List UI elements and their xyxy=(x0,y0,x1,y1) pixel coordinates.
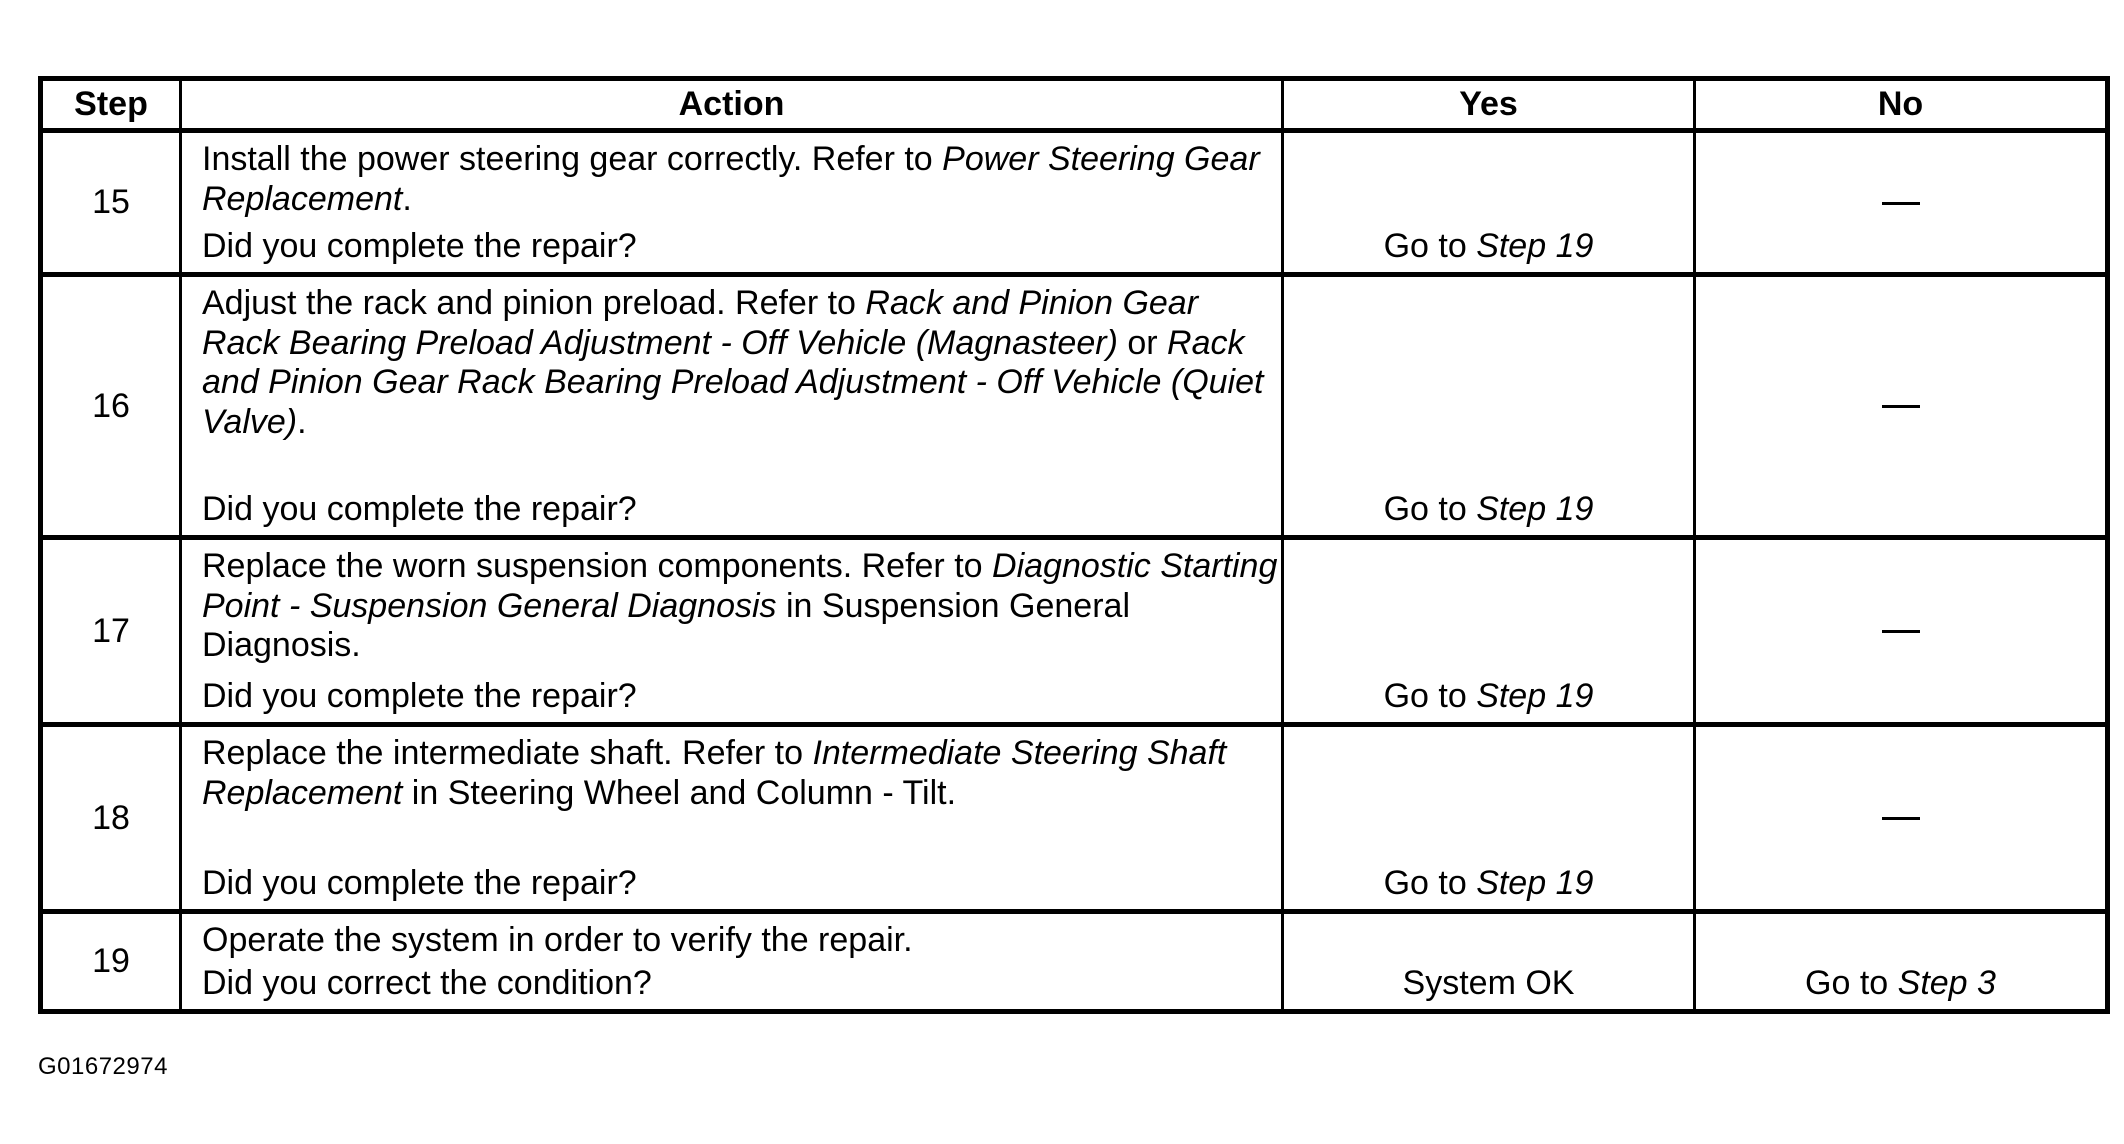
action-text-run: Adjust the rack and pinion preload. Refer to xyxy=(202,284,866,322)
no-dash xyxy=(1882,817,1920,820)
no-cell xyxy=(1695,275,2108,538)
yes-step-ref: Step 19 xyxy=(1476,490,1594,528)
question-text: Did you complete the repair? xyxy=(202,227,637,265)
yes-cell xyxy=(1283,538,1695,725)
yes-prefix: System OK xyxy=(1402,964,1575,1002)
header-yes: Yes xyxy=(1283,79,1695,131)
table-row xyxy=(41,275,2108,538)
no-cell xyxy=(1695,538,2108,725)
no-dash xyxy=(1882,202,1920,205)
step-number: 19 xyxy=(41,912,181,1012)
yes-cell xyxy=(1283,131,1695,275)
yes-result xyxy=(1284,226,1693,266)
yes-prefix: Go to xyxy=(1383,864,1477,902)
header-action: Action xyxy=(181,79,1283,131)
header-step: Step xyxy=(41,79,181,131)
no-dash xyxy=(1882,405,1920,408)
diagnostic-table xyxy=(38,76,2110,1014)
action-cell xyxy=(181,275,1283,538)
yes-prefix: Go to xyxy=(1383,677,1477,715)
action-cell xyxy=(181,131,1283,275)
question-text: Did you complete the repair? xyxy=(202,677,637,715)
yes-cell xyxy=(1283,912,1695,1012)
action-cell xyxy=(181,912,1283,1012)
yes-result xyxy=(1284,489,1693,529)
action-text-run: Operate the system in order to verify the repair. xyxy=(202,921,913,959)
table-row xyxy=(41,725,2108,912)
no-step-ref: Step 3 xyxy=(1897,964,1996,1002)
action-text-run: Install the power steering gear correctly. Refer to xyxy=(202,140,943,178)
yes-step-ref: Step 19 xyxy=(1476,227,1594,265)
yes-result xyxy=(1284,676,1693,716)
action-text-run: Replace the worn suspension components. Refer to xyxy=(202,547,993,585)
step-number: 18 xyxy=(41,725,181,912)
step-number: 17 xyxy=(41,538,181,725)
no-cell xyxy=(1695,725,2108,912)
step-number: 16 xyxy=(41,275,181,538)
question-text: Did you correct the condition? xyxy=(202,964,652,1002)
action-text-run: Replace the intermediate shaft. Refer to xyxy=(202,734,813,772)
action-text-run: . xyxy=(297,402,307,441)
action-reference: Power Steering Gear Replacement xyxy=(202,140,1260,218)
action-cell xyxy=(181,538,1283,725)
table-row xyxy=(41,912,2108,1012)
header-row xyxy=(41,79,2108,131)
no-cell xyxy=(1695,131,2108,275)
action-reference: Diagnostic Starting Point - Suspension General Diagnosis xyxy=(202,547,1278,625)
yes-prefix: Go to xyxy=(1383,227,1477,265)
step-number: 15 xyxy=(41,131,181,275)
no-result xyxy=(1696,963,2105,1003)
yes-prefix: Go to xyxy=(1383,490,1477,528)
action-text-run: or xyxy=(1117,323,1168,362)
yes-step-ref: Step 19 xyxy=(1476,677,1594,715)
action-text xyxy=(202,914,1281,961)
no-cell xyxy=(1695,912,2108,1012)
yes-result xyxy=(1284,863,1693,903)
action-text xyxy=(202,540,1281,666)
table-row xyxy=(41,131,2108,275)
yes-cell xyxy=(1283,725,1695,912)
figure-id: G01672974 xyxy=(38,1053,168,1080)
no-prefix: Go to xyxy=(1805,964,1898,1002)
action-text xyxy=(202,133,1281,219)
header-no: No xyxy=(1695,79,2108,131)
yes-step-ref: Step 19 xyxy=(1476,864,1594,902)
question-text: Did you complete the repair? xyxy=(202,864,637,902)
action-text-run: in Suspension General Diagnosis. xyxy=(202,586,1130,664)
no-dash xyxy=(1882,630,1920,633)
action-cell xyxy=(181,725,1283,912)
table-row xyxy=(41,538,2108,725)
action-reference: Rack and Pinion Gear Rack Bearing Preload Adjustment - Off Vehicle (Magnasteer) xyxy=(202,284,1199,362)
question-text: Did you complete the repair? xyxy=(202,490,637,528)
action-text xyxy=(202,277,1281,442)
action-reference: Intermediate Steering Shaft Replacement xyxy=(202,734,1227,812)
action-text-run: . xyxy=(402,179,412,218)
yes-cell xyxy=(1283,275,1695,538)
yes-result xyxy=(1284,963,1693,1003)
action-text xyxy=(202,727,1281,813)
action-reference: Rack and Pinion Gear Rack Bearing Preload Adjustment - Off Vehicle (Quiet Valve) xyxy=(202,323,1264,441)
action-text-run: in Steering Wheel and Column - Tilt. xyxy=(402,773,957,812)
